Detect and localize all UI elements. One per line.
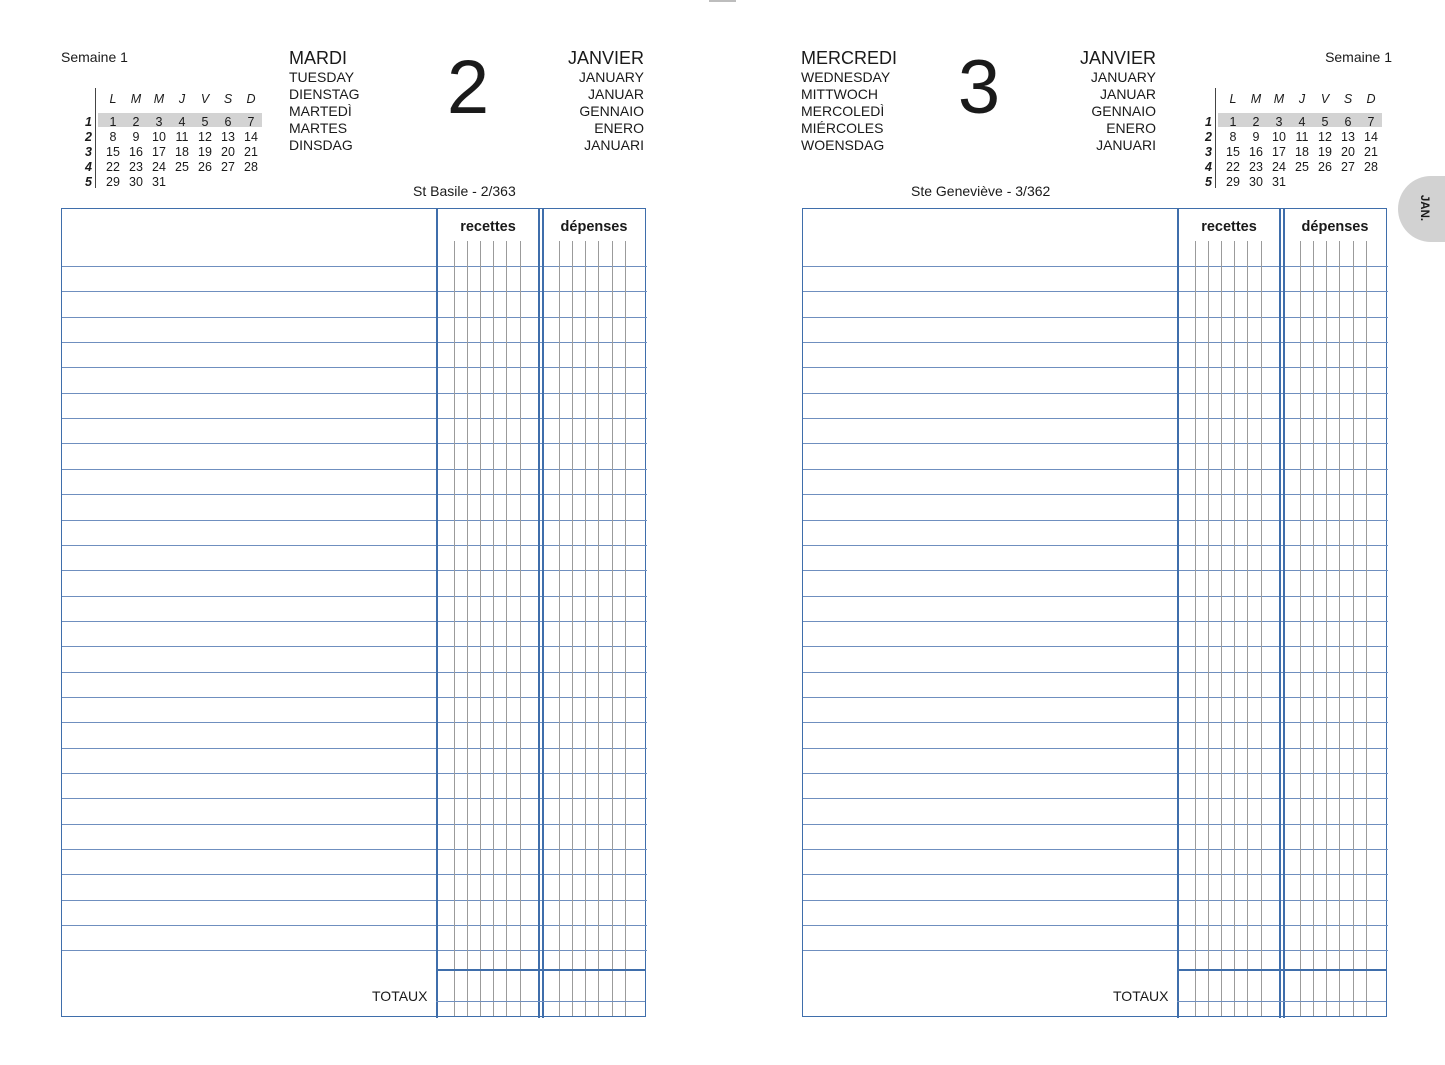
calendar-day: 2 — [1252, 115, 1260, 129]
left-totals-label: TOTAUX — [372, 988, 428, 1004]
calendar-week-number: 5 — [85, 175, 92, 189]
ledger-column-separator — [538, 209, 540, 1018]
right-month-tr-nl: JANUARI — [1096, 137, 1156, 153]
right-day-translations — [801, 69, 890, 154]
calendar-day: 4 — [178, 115, 186, 129]
left-day-tr-de: DIENSTAG — [289, 86, 360, 102]
calendar-week-number: 2 — [85, 130, 92, 144]
left-month-tr-es: ENERO — [594, 120, 644, 136]
calendar-weekday-header: L — [109, 92, 117, 106]
calendar-week-number: 4 — [85, 160, 92, 174]
calendar-day: 12 — [198, 130, 212, 144]
right-ledger-table — [802, 208, 1387, 1017]
calendar-day: 29 — [106, 175, 120, 189]
ledger-amount-subcolumn — [1261, 241, 1262, 1016]
calendar-week-number: 4 — [1205, 160, 1212, 174]
calendar-weekday-header: M — [1250, 92, 1262, 106]
ledger-amount-subcolumn — [1300, 241, 1301, 1016]
calendar-weekday-header: M — [130, 92, 142, 106]
calendar-week-number: 2 — [1205, 130, 1212, 144]
left-mini-calendar — [72, 88, 258, 198]
ledger-column-separator — [436, 209, 438, 1018]
calendar-day: 27 — [1341, 160, 1355, 174]
ledger-totals-subrule — [436, 1001, 645, 1002]
calendar-day: 22 — [1226, 160, 1240, 174]
right-saint-label: Ste Geneviève - 3/362 — [911, 183, 1051, 199]
calendar-day: 25 — [175, 160, 189, 174]
calendar-weekday-header: V — [200, 92, 210, 106]
right-month-tr-it: GENNAIO — [1091, 103, 1156, 119]
ledger-amount-subcolumn — [1221, 241, 1222, 1016]
ledger-totals-rule — [436, 969, 645, 971]
calendar-day: 4 — [1298, 115, 1306, 129]
calendar-weekday-header: S — [1343, 92, 1353, 106]
calendar-day: 8 — [109, 130, 117, 144]
calendar-day: 9 — [132, 130, 140, 144]
calendar-day: 30 — [1249, 175, 1263, 189]
left-month-tr-en: JANUARY — [578, 69, 644, 85]
calendar-day: 5 — [1321, 115, 1329, 129]
calendar-day: 1 — [1229, 115, 1237, 129]
calendar-day: 17 — [1272, 145, 1286, 159]
calendar-day: 24 — [1272, 160, 1286, 174]
calendar-week-number: 1 — [85, 115, 92, 129]
calendar-day: 11 — [1295, 130, 1309, 144]
calendar-day: 11 — [175, 130, 189, 144]
calendar-day: 10 — [152, 130, 166, 144]
calendar-day: 26 — [198, 160, 212, 174]
calendar-day: 24 — [152, 160, 166, 174]
left-day-tr-it: MARTEDÌ — [289, 103, 352, 119]
ledger-amount-subcolumn — [467, 241, 468, 1016]
calendar-day: 31 — [152, 175, 166, 189]
calendar-day: 25 — [1295, 160, 1309, 174]
right-month-tr-es: ENERO — [1106, 120, 1156, 136]
month-tab-jan[interactable] — [1398, 176, 1445, 242]
calendar-weekday-header: M — [1273, 92, 1285, 106]
calendar-day: 7 — [247, 115, 255, 129]
ledger-amount-subcolumn — [1313, 241, 1314, 1016]
calendar-day: 20 — [1341, 145, 1355, 159]
left-day-name: MARDI — [289, 48, 347, 68]
ledger-amount-subcolumn — [1326, 241, 1327, 1016]
ledger-amount-subcolumn — [520, 241, 521, 1016]
ledger-amount-subcolumn — [612, 241, 613, 1016]
left-day-tr-es: MARTES — [289, 120, 348, 136]
ledger-amount-subcolumn — [625, 241, 626, 1016]
ledger-amount-subcolumn — [1208, 241, 1209, 1016]
calendar-day: 8 — [1229, 130, 1237, 144]
calendar-day: 5 — [201, 115, 209, 129]
right-week-label: Semaine 1 — [1325, 49, 1392, 65]
ledger-amount-subcolumn — [598, 241, 599, 1016]
calendar-day: 28 — [1364, 160, 1378, 174]
calendar-weekday-header: J — [178, 92, 186, 106]
ledger-amount-subcolumn — [585, 241, 586, 1016]
left-ledger-table — [61, 208, 646, 1017]
calendar-weekday-header: D — [1366, 92, 1376, 106]
ledger-column-separator — [1283, 209, 1285, 1018]
calendar-day: 19 — [198, 145, 212, 159]
month-tab-label: JAN. — [1418, 194, 1430, 222]
left-day-tr-nl: DINSDAG — [289, 137, 353, 153]
calendar-day: 6 — [224, 115, 232, 129]
right-month-tr-de: JANUAR — [1099, 86, 1156, 102]
calendar-day: 2 — [132, 115, 140, 129]
calendar-day: 19 — [1318, 145, 1332, 159]
calendar-weekday-header: D — [246, 92, 256, 106]
left-day-tr-en: TUESDAY — [289, 69, 355, 85]
calendar-weekday-header: S — [223, 92, 233, 106]
calendar-day: 1 — [109, 115, 117, 129]
right-day-tr-de: MITTWOCH — [801, 86, 878, 102]
calendar-day: 3 — [155, 115, 163, 129]
calendar-day: 23 — [129, 160, 143, 174]
calendar-divider — [95, 88, 96, 188]
left-month-tr-nl: JANUARI — [584, 137, 644, 153]
ledger-column-separator — [1177, 209, 1179, 1018]
ledger-amount-subcolumn — [1195, 241, 1196, 1016]
ledger-amount-subcolumn — [1247, 241, 1248, 1016]
ledger-amount-subcolumn — [1339, 241, 1340, 1016]
calendar-weekday-header: M — [153, 92, 165, 106]
page-top-mark — [709, 0, 736, 2]
ledger-amount-subcolumn — [1353, 241, 1354, 1016]
calendar-day: 15 — [1226, 145, 1240, 159]
ledger-amount-subcolumn — [572, 241, 573, 1016]
calendar-day: 15 — [106, 145, 120, 159]
left-month-tr-de: JANUAR — [587, 86, 644, 102]
left-day-translations — [289, 69, 360, 154]
right-day-tr-en: WEDNESDAY — [801, 69, 891, 85]
calendar-day: 22 — [106, 160, 120, 174]
calendar-day: 7 — [1367, 115, 1375, 129]
calendar-day: 21 — [1364, 145, 1378, 159]
right-day-name: MERCREDI — [801, 48, 898, 68]
calendar-day: 14 — [244, 130, 258, 144]
left-saint-label: St Basile - 2/363 — [413, 183, 516, 199]
calendar-day: 28 — [244, 160, 258, 174]
ledger-amount-subcolumn — [559, 241, 560, 1016]
calendar-day: 13 — [221, 130, 235, 144]
right-depenses-header: dépenses — [1301, 219, 1369, 235]
calendar-weekday-header: L — [1229, 92, 1237, 106]
ledger-totals-subrule — [1177, 1001, 1386, 1002]
calendar-day: 6 — [1344, 115, 1352, 129]
right-day-number: 3 — [957, 45, 1001, 130]
calendar-day: 16 — [129, 145, 143, 159]
left-month-tr-it: GENNAIO — [579, 103, 644, 119]
calendar-day: 12 — [1318, 130, 1332, 144]
calendar-day: 3 — [1275, 115, 1283, 129]
calendar-day: 13 — [1341, 130, 1355, 144]
ledger-amount-subcolumn — [480, 241, 481, 1016]
calendar-day: 20 — [221, 145, 235, 159]
calendar-day: 23 — [1249, 160, 1263, 174]
right-totals-label: TOTAUX — [1113, 988, 1169, 1004]
calendar-day: 31 — [1272, 175, 1286, 189]
calendar-week-number: 5 — [1205, 175, 1212, 189]
ledger-amount-subcolumn — [1366, 241, 1367, 1016]
calendar-day: 26 — [1318, 160, 1332, 174]
right-month-translations — [1036, 69, 1156, 154]
right-day-tr-it: MERCOLEDÌ — [801, 103, 885, 119]
calendar-day: 27 — [221, 160, 235, 174]
calendar-week-number: 3 — [1205, 145, 1212, 159]
left-week-label: Semaine 1 — [61, 49, 128, 65]
left-depenses-header: dépenses — [560, 219, 628, 235]
ledger-amount-subcolumn — [454, 241, 455, 1016]
left-day-number: 2 — [446, 45, 490, 130]
calendar-day: 17 — [152, 145, 166, 159]
left-month-translations — [524, 69, 644, 154]
right-month-tr-en: JANUARY — [1090, 69, 1156, 85]
ledger-amount-subcolumn — [1234, 241, 1235, 1016]
calendar-week-number: 1 — [1205, 115, 1212, 129]
calendar-week-number: 3 — [85, 145, 92, 159]
right-mini-calendar — [1192, 88, 1378, 198]
calendar-divider — [1215, 88, 1216, 188]
right-day-tr-es: MIÉRCOLES — [801, 120, 884, 136]
calendar-day: 18 — [175, 145, 189, 159]
calendar-day: 14 — [1364, 130, 1378, 144]
calendar-weekday-header: J — [1298, 92, 1306, 106]
ledger-totals-rule — [1177, 969, 1386, 971]
calendar-day: 18 — [1295, 145, 1309, 159]
right-day-tr-nl: WOENSDAG — [801, 137, 885, 153]
left-recettes-header: recettes — [460, 219, 516, 235]
ledger-amount-subcolumn — [506, 241, 507, 1016]
calendar-day: 29 — [1226, 175, 1240, 189]
ledger-column-separator — [542, 209, 544, 1018]
right-recettes-header: recettes — [1201, 219, 1257, 235]
ledger-amount-subcolumn — [493, 241, 494, 1016]
calendar-day: 30 — [129, 175, 143, 189]
calendar-day: 10 — [1272, 130, 1286, 144]
ledger-column-separator — [1279, 209, 1281, 1018]
calendar-day: 16 — [1249, 145, 1263, 159]
calendar-day: 9 — [1252, 130, 1260, 144]
calendar-weekday-header: V — [1320, 92, 1330, 106]
calendar-day: 21 — [244, 145, 258, 159]
left-month-name: JANVIER — [567, 48, 644, 68]
right-month-name: JANVIER — [1079, 48, 1156, 68]
